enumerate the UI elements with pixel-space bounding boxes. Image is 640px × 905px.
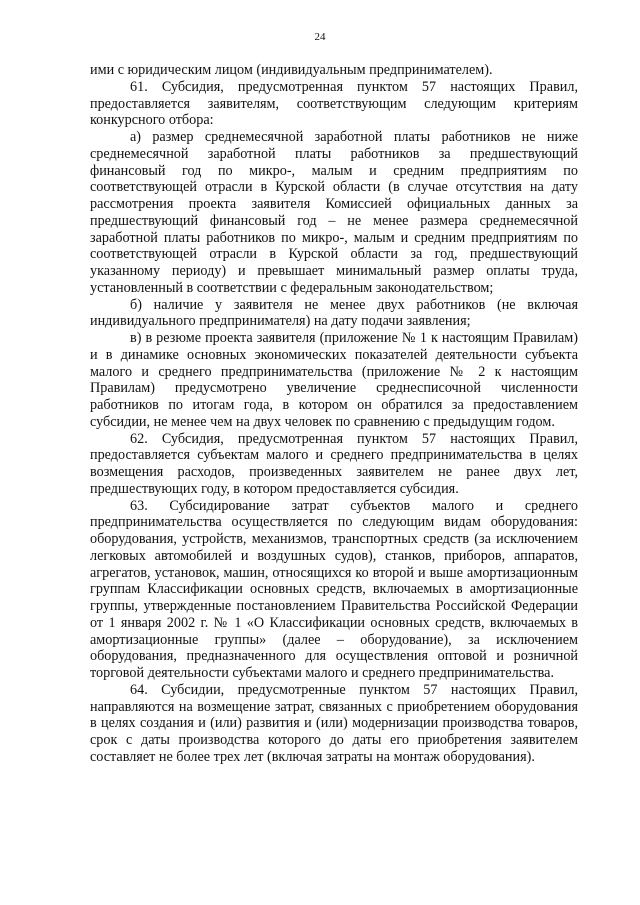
- document-body: [90, 62, 578, 766]
- paragraph: 64. Субсидии, предусмотренные пунктом 57 настоящих Правил, направляются на возмещение затрат, связанных с приобретением оборудования в целях создания и (или) развития и (или) модернизации производства товаров, срок с даты производства которого до даты его приобретения заявителем составляет не более трех лет (включая затраты на монтаж оборудования).: [90, 681, 578, 765]
- paragraph: б) наличие у заявителя не менее двух работников (не включая индивидуального предпринимателя) на дату подачи заявления;: [90, 296, 578, 330]
- paragraph: а) размер среднемесячной заработной платы работников не ниже среднемесячной заработной платы работников за предшествующий финансовый год по микро-, малым и средним предприятиям по соответствующей отрасли в Курской области (в случае отсутствия на дату рассмотрения проекта заявителя Комиссией официальных данных за предшествующий финансовый год – не менее размера среднемесячной заработной платы работников по микро-, малым и средним предприятиям по соответствующей отрасли в Курской области за год, предшествующий указанному периоду) и превышает минимальный размер оплаты труда, установленный в соответствии с федеральным законодательством;: [90, 129, 578, 296]
- paragraph: 63. Субсидирование затрат субъектов малого и среднего предпринимательства осуществляется по следующим видам оборудования: оборудования, устройств, механизмов, транспортных средств (за исключением легковых автомобилей и воздушных судов), станков, приборов, аппаратов, агрегатов, установок, машин, относящихся ко второй и выше амортизационным группам Классификации основных средств, включаемых в амортизационные группы, утвержденные постановлением Правительства Российской Федерации от 1 января 2002 г. № 1 «О Классификации основных средств, включаемых в амортизационные группы» (далее – оборудование), за исключением оборудования, предназначенного для осуществления оптовой и розничной торговой деятельности субъектами малого и среднего предпринимательства.: [90, 497, 578, 681]
- paragraph: 61. Субсидия, предусмотренная пунктом 57 настоящих Правил, предоставляется заявителям, соответствующим следующим критериям конкурсного отбора:: [90, 78, 578, 129]
- page-number: 24: [314, 31, 326, 43]
- paragraph: ими с юридическим лицом (индивидуальным предпринимателем).: [90, 62, 493, 78]
- paragraph: 62. Субсидия, предусмотренная пунктом 57 настоящих Правил, предоставляется субъектам малого и среднего предпринимательства в целях возмещения расходов, произведенных заявителем не ранее двух лет, предшествующих году, в котором предоставляется субсидия.: [90, 430, 578, 497]
- paragraph: в) в резюме проекта заявителя (приложение № 1 к настоящим Правилам) и в динамике основных экономических показателей деятельности субъекта малого и среднего предпринимательства (приложение № 2 к настоящим Правилам) предусмотрено увеличение среднесписочной численности работников по итогам года, в котором он обратился за предоставлением субсидии, не менее чем на двух человек по сравнению с предыдущим годом.: [90, 330, 578, 430]
